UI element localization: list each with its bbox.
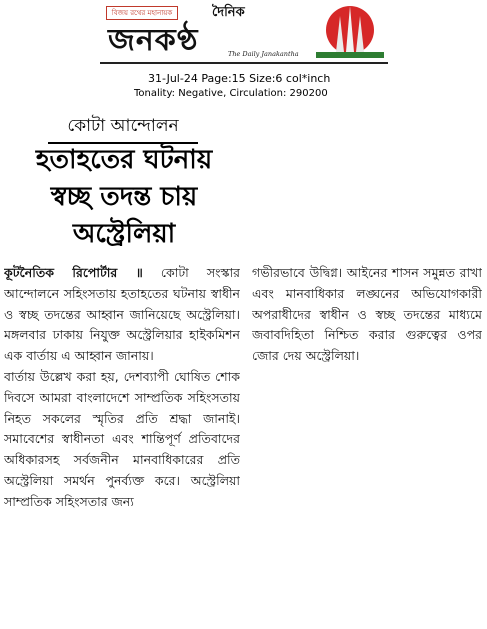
- article-byline: কূটনৈতিক রিপোর্টার ॥: [4, 265, 143, 280]
- article-kicker: কোটা আন্দোলন: [48, 113, 198, 144]
- masthead-english-name: The Daily Janakantha: [228, 50, 299, 58]
- article-column-right: [252, 263, 482, 443]
- clip-meta-tonality-circulation: Tonality: Negative, Circulation: 290200: [134, 88, 328, 99]
- masthead-logo-text: জনকণ্ঠ: [108, 23, 199, 58]
- article-paragraph-1: [4, 263, 240, 367]
- article-paragraph-3: গভীরভাবে উদ্বিগ্ন। আইনের শাসন সমুন্নত রাখা এবং মানবাধিকার লঙ্ঘনের অভিযোগকারী অপরাধীদের স্বাধীন ও স্বচ্ছ তদন্তের মাধ্যমে জবাবদিহিতা নিশ্চিত করার গুরুত্বের ওপর জোর দেয় অস্ট্রেলিয়া।: [252, 265, 482, 364]
- masthead-daily-label: দৈনিক: [212, 5, 245, 20]
- article-column-left: [4, 263, 240, 623]
- newspaper-masthead: [100, 2, 388, 70]
- clip-meta-date-size: 31-Jul-24 Page:15 Size:6 col*inch: [148, 72, 331, 85]
- headline-line-3: অস্ট্রেলিয়া: [72, 219, 176, 249]
- masthead-rule: [100, 62, 388, 64]
- national-memorial-emblem-icon: [314, 2, 386, 62]
- masthead-tagline: বিজয় রথের মহানায়ক: [106, 6, 178, 20]
- article-paragraph-2: বার্তায় উল্লেখ করা হয়, দেশব্যাপী ঘোষিত শোক দিবসে আমরা বাংলাদেশে সাম্প্রতিক সহিংসতায় নিহত সকলের স্মৃতির প্রতি শ্রদ্ধা জানাই। সমাবেশের স্বাধীনতা এবং শান্তিপূর্ণ প্রতিবাদের অধিকারসহ সর্বজনীন মানবাধিকারের প্রতি অস্ট্রেলিয়া সমর্থন পুনর্ব্যক্ত করে। অস্ট্রেলিয়া সাম্প্রতিক সহিংসতার জন্য: [4, 368, 240, 509]
- headline-line-2: স্বচ্ছ তদন্ত চায়: [50, 182, 198, 212]
- article-headline: [0, 142, 248, 253]
- headline-line-1: হতাহতের ঘটনায়: [35, 145, 213, 175]
- article-paragraph-1-text: কোটা সংস্কার আন্দোলনে সহিংসতায় হতাহতের ঘটনায় স্বাধীন ও স্বচ্ছ তদন্তের আহ্বান জানিয়েছে অস্ট্রেলিয়া। মঙ্গলবার ঢাকায় নিযুক্ত অস্ট্রেলিয়ার হাইকমিশন এক বার্তায় এ আহ্বান জানায়।: [4, 265, 240, 364]
